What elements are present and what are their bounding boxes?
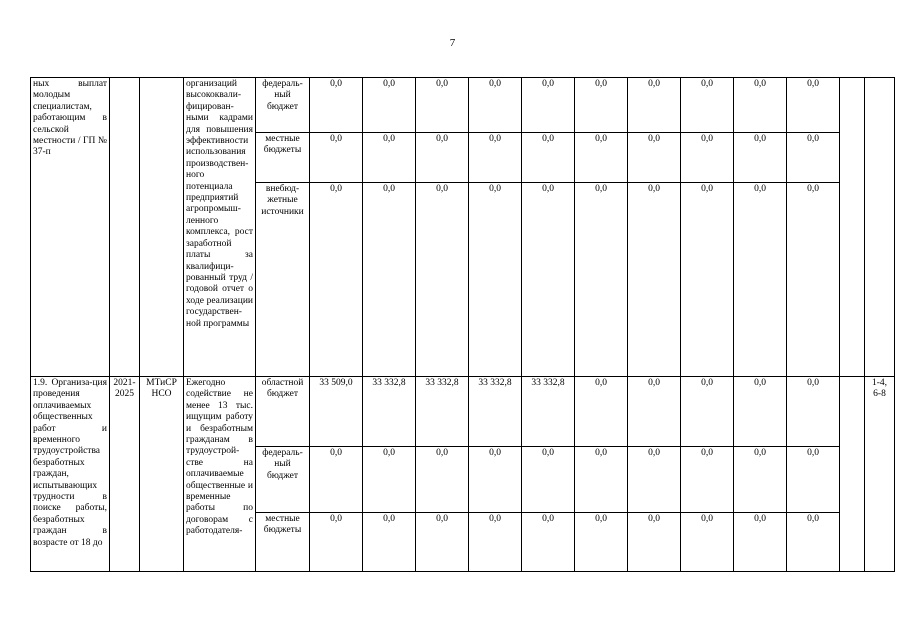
value-cell: 0,0 — [787, 513, 840, 572]
value-cell: 0,0 — [787, 78, 840, 133]
funding-source-cell: местные бюджеты — [256, 513, 310, 572]
period-cell: 2021-2025 — [110, 377, 140, 572]
value-cell: 0,0 — [469, 78, 522, 133]
value-cell: 0,0 — [681, 513, 734, 572]
funding-source-cell: областной бюджет — [256, 377, 310, 447]
value-cell: 0,0 — [681, 447, 734, 513]
value-cell: 0,0 — [363, 133, 416, 183]
value-cell: 0,0 — [628, 78, 681, 133]
value-cell: 0,0 — [575, 183, 628, 377]
executor-cell: МТиСР НСО — [140, 377, 184, 572]
value-cell: 0,0 — [787, 133, 840, 183]
value-cell: 0,0 — [363, 447, 416, 513]
value-cell: 0,0 — [416, 447, 469, 513]
value-cell: 33 509,0 — [310, 377, 363, 447]
value-cell: 0,0 — [734, 133, 787, 183]
period-cell — [110, 78, 140, 377]
value-cell: 0,0 — [310, 78, 363, 133]
value-cell: 0,0 — [681, 377, 734, 447]
value-cell: 33 332,8 — [522, 377, 575, 447]
value-cell: 0,0 — [469, 513, 522, 572]
funding-source-cell: федераль-ный бюджет — [256, 447, 310, 513]
table-row — [31, 78, 895, 133]
value-cell: 0,0 — [787, 377, 840, 447]
value-cell: 0,0 — [310, 513, 363, 572]
value-cell: 0,0 — [416, 133, 469, 183]
value-cell: 0,0 — [628, 447, 681, 513]
value-cell: 0,0 — [469, 133, 522, 183]
value-cell: 33 332,8 — [469, 377, 522, 447]
value-cell: 0,0 — [628, 513, 681, 572]
empty-cell — [840, 78, 865, 377]
value-cell: 0,0 — [310, 133, 363, 183]
links-cell: 1-4, 6-8 — [865, 377, 895, 572]
expected-result-cell: Ежегодно содействие не менее 13 тыс. ищущим работу и безработным гражданам в трудоустрой-стве на оплачиваемые общественные и временные работы по договорам с работодателя- — [184, 377, 256, 572]
value-cell: 0,0 — [575, 133, 628, 183]
value-cell: 0,0 — [363, 513, 416, 572]
value-cell: 0,0 — [575, 447, 628, 513]
value-cell: 0,0 — [575, 377, 628, 447]
program-table — [30, 77, 895, 572]
value-cell: 0,0 — [681, 183, 734, 377]
value-cell: 33 332,8 — [363, 377, 416, 447]
value-cell: 0,0 — [734, 447, 787, 513]
value-cell: 0,0 — [416, 513, 469, 572]
value-cell: 0,0 — [628, 133, 681, 183]
value-cell: 0,0 — [522, 78, 575, 133]
value-cell: 0,0 — [787, 447, 840, 513]
expected-result-cell: организаций высококвали-фицирован-ными кадрами для повышения эффективности использования производствен-ного потенциала предприятий агропромыш-ленного комплекса, рост заработной платы за квалифици-рованный труд / годовой отчет о ходе реализации государствен-ной программы — [184, 78, 256, 377]
measure-name-cell: 1.9. Организа-ция проведения оплачиваемых общественных работ и временного трудоустройства безработных граждан, испытывающих трудности в поиске работы, безработных граждан в возрасте от 18 до — [31, 377, 110, 572]
value-cell: 0,0 — [522, 133, 575, 183]
value-cell: 0,0 — [469, 183, 522, 377]
value-cell: 0,0 — [363, 183, 416, 377]
value-cell: 0,0 — [734, 513, 787, 572]
value-cell: 0,0 — [681, 133, 734, 183]
funding-source-cell: федераль-ный бюджет — [256, 78, 310, 133]
value-cell: 0,0 — [416, 183, 469, 377]
value-cell: 0,0 — [575, 78, 628, 133]
empty-cell — [840, 377, 865, 572]
value-cell: 0,0 — [522, 183, 575, 377]
value-cell: 0,0 — [469, 447, 522, 513]
value-cell: 0,0 — [522, 447, 575, 513]
page-number: 7 — [449, 37, 456, 49]
value-cell: 0,0 — [416, 78, 469, 133]
value-cell: 0,0 — [628, 183, 681, 377]
value-cell: 0,0 — [734, 377, 787, 447]
funding-source-cell: местные бюджеты — [256, 133, 310, 183]
value-cell: 0,0 — [310, 447, 363, 513]
value-cell: 0,0 — [310, 183, 363, 377]
value-cell: 0,0 — [628, 377, 681, 447]
measure-name-cell: ных выплат молодым специалистам, работающим в сельской местности / ГП № 37-п — [31, 78, 110, 377]
executor-cell — [140, 78, 184, 377]
value-cell: 0,0 — [681, 78, 734, 133]
value-cell: 0,0 — [363, 78, 416, 133]
value-cell: 0,0 — [522, 513, 575, 572]
value-cell: 0,0 — [734, 78, 787, 133]
value-cell: 33 332,8 — [416, 377, 469, 447]
value-cell: 0,0 — [575, 513, 628, 572]
funding-source-cell: внебюд-жетные источники — [256, 183, 310, 377]
value-cell: 0,0 — [787, 183, 840, 377]
value-cell: 0,0 — [734, 183, 787, 377]
table-row — [31, 377, 895, 447]
links-cell — [865, 78, 895, 377]
